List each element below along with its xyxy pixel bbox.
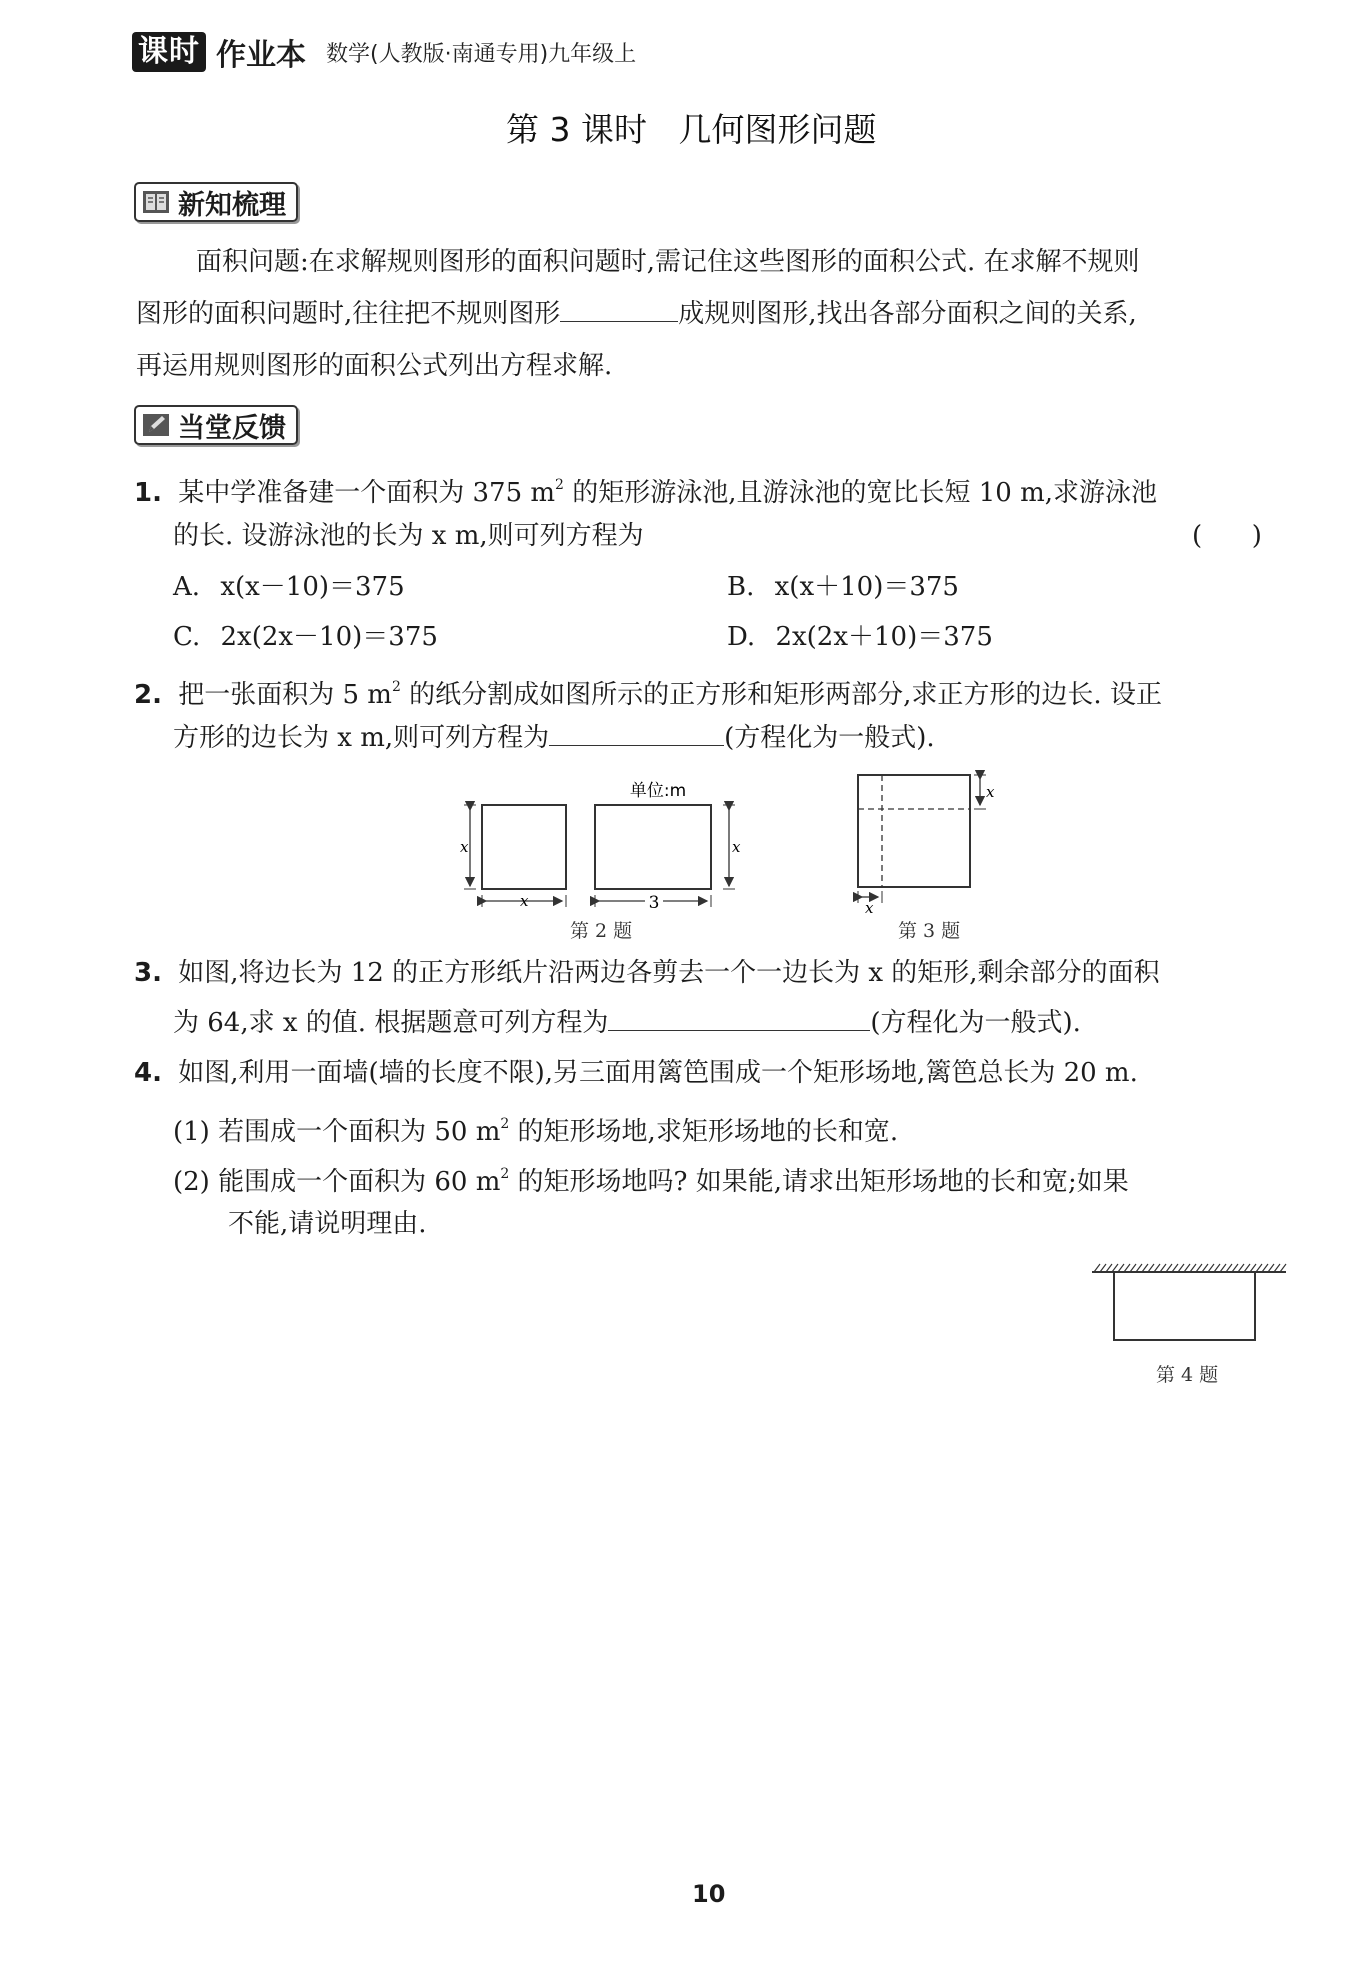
question-text: 方形的边长为 x m,则可列方程为: [173, 723, 550, 753]
unit-label: 单位:m: [629, 781, 687, 801]
label-x: x: [865, 899, 874, 915]
question-3: [134, 948, 1160, 998]
rectangle-shape: [595, 805, 711, 889]
question-text: 把一张面积为 5 m: [178, 680, 392, 710]
option-label: C.: [173, 622, 201, 652]
question-text: 的矩形场地,求矩形场地的长和宽.: [509, 1117, 899, 1147]
section-feedback: [134, 405, 298, 445]
question-1: [134, 460, 1157, 518]
brand-logo: 课时: [132, 32, 206, 72]
question-text: (2) 能围成一个面积为 60 m: [173, 1167, 501, 1197]
option-text: 2x(2x＋10)＝375: [775, 622, 993, 652]
lesson-title: 第 3 课时 几何图形问题: [506, 110, 877, 149]
question-4-part-2-line-2: 不能,请说明理由.: [228, 1209, 427, 1239]
option-b[interactable]: [727, 562, 959, 612]
answer-blank[interactable]: [608, 1000, 870, 1031]
option-a[interactable]: [173, 562, 405, 612]
option-text: x(x＋10)＝375: [774, 572, 959, 602]
question-text: 如图,利用一面墙(墙的长度不限),另三面用篱笆围成一个矩形场地,篱笆总长为 20 m.: [178, 1058, 1138, 1088]
label-x: x: [460, 838, 469, 856]
label-x: x: [732, 838, 741, 856]
question-1-line-2: 的长. 设游泳池的长为 x m,则可列方程为: [173, 521, 644, 551]
square-paper: [858, 775, 970, 887]
section-title: 新知梳理: [178, 189, 286, 221]
figure-3: [848, 770, 998, 915]
wall-hatching: [1094, 1264, 1286, 1272]
caption-figure-3: 第 3 题: [898, 920, 961, 942]
question-number: 1.: [134, 478, 162, 508]
caption-figure-4: 第 4 题: [1156, 1364, 1219, 1386]
answer-parentheses[interactable]: ( ): [1192, 521, 1262, 551]
page-number: 10: [692, 1880, 726, 1908]
option-label: A.: [173, 572, 201, 602]
question-text: (方程化为一般式).: [724, 723, 935, 753]
option-label: B.: [727, 572, 755, 602]
question-text: 的矩形游泳池,且游泳池的宽比长短 10 m,求游泳池: [563, 478, 1158, 508]
brand-title: 作业本: [216, 38, 306, 73]
subject-label: 数学(人教版·南通专用)九年级上: [326, 41, 637, 67]
question-text: 的纸分割成如图所示的正方形和矩形两部分,求正方形的边长. 设正: [400, 680, 1162, 710]
option-text: 2x(2x－10)＝375: [220, 622, 438, 652]
label-x: x: [520, 892, 529, 910]
option-text: x(x－10)＝375: [220, 572, 405, 602]
figure-2: [452, 770, 752, 915]
book-icon: [142, 189, 170, 215]
section-title: 当堂反馈: [178, 412, 286, 444]
knowledge-line-2: [136, 289, 1137, 339]
superscript: 2: [391, 679, 401, 695]
question-text: (1) 若围成一个面积为 50 m: [173, 1117, 501, 1147]
label-x: x: [986, 783, 995, 801]
pencil-icon: [142, 412, 170, 438]
figure-4: [1090, 1258, 1290, 1348]
option-label: D.: [727, 622, 756, 652]
superscript: 2: [500, 1116, 510, 1132]
option-d[interactable]: [727, 612, 993, 662]
question-text: 如图,将边长为 12 的正方形纸片沿两边各剪去一个一边长为 x 的矩形,剩余部分的面积: [178, 958, 1160, 988]
question-3-line-2: [173, 998, 1081, 1048]
option-c[interactable]: [173, 612, 438, 662]
knowledge-text: 图形的面积问题时,往往把不规则图形: [136, 299, 561, 329]
knowledge-line-1: 面积问题:在求解规则图形的面积问题时,需记住这些图形的面积公式. 在求解不规则: [196, 247, 1140, 277]
square-shape: [482, 805, 566, 889]
question-number: 4.: [134, 1058, 162, 1088]
label-3: 3: [648, 893, 660, 913]
question-text: 的矩形场地吗? 如果能,请求出矩形场地的长和宽;如果: [509, 1167, 1129, 1197]
header: [132, 30, 636, 74]
question-number: 2.: [134, 680, 162, 710]
answer-blank[interactable]: [560, 291, 678, 322]
question-text: 为 64,求 x 的值. 根据题意可列方程为: [173, 1008, 609, 1038]
superscript: 2: [500, 1166, 510, 1182]
fence-shape: [1114, 1272, 1255, 1340]
knowledge-line-3: 再运用规则图形的面积公式列出方程求解.: [136, 351, 613, 381]
superscript: 2: [555, 477, 564, 493]
question-number: 3.: [134, 958, 162, 988]
knowledge-text: 成规则图形,找出各部分面积之间的关系,: [678, 299, 1137, 329]
question-4: [134, 1048, 1138, 1098]
question-text: 某中学准备建一个面积为 375 m: [178, 478, 556, 508]
caption-figure-2: 第 2 题: [570, 920, 633, 942]
question-text: (方程化为一般式).: [870, 1008, 1081, 1038]
question-2-line-2: [173, 713, 935, 763]
answer-blank[interactable]: [549, 715, 724, 746]
question-2: [134, 662, 1162, 720]
section-new-knowledge: [134, 182, 298, 222]
